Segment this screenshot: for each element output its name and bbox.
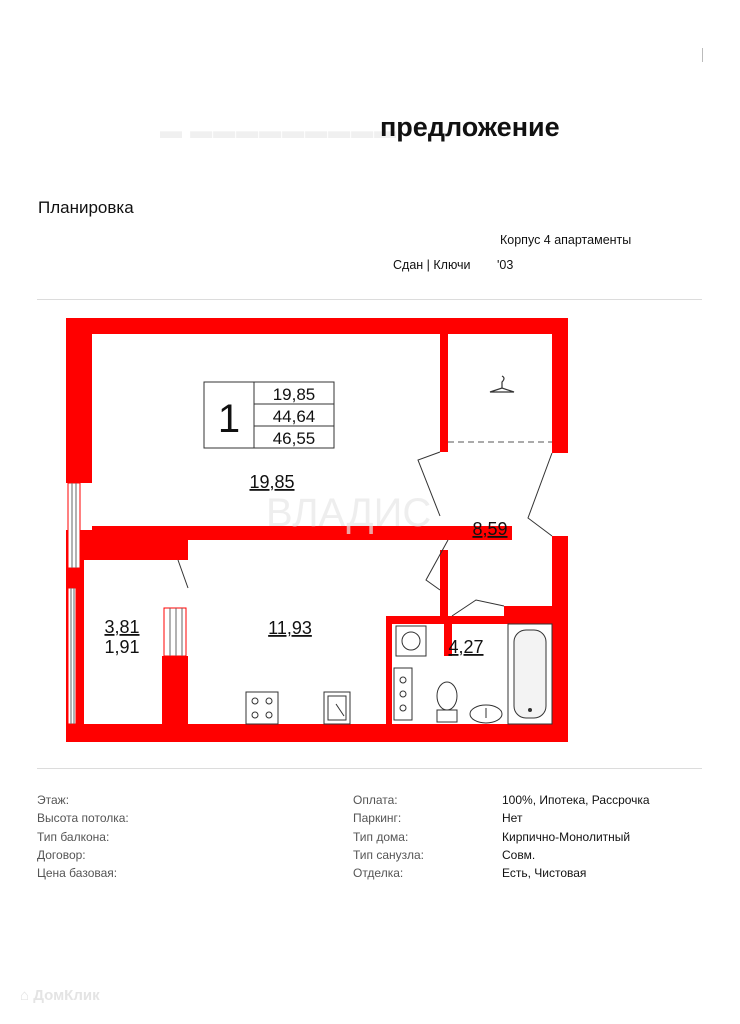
detail-ceiling-label: Высота потолка: <box>37 811 129 825</box>
detail-payment-label: Оплата: <box>353 793 398 807</box>
title-faded-part: ▬ ▬▬▬▬▬▬▬▬▬ <box>160 118 398 143</box>
quarter-label: '03 <box>497 258 514 272</box>
domclick-logo <box>20 987 100 1004</box>
balcony-full-area: 3,81 <box>104 617 140 637</box>
washer-icon <box>396 626 426 656</box>
floor-plan <box>66 318 568 742</box>
summary-total-balcony-area: 46,55 <box>272 429 316 448</box>
status-label: Сдан | Ключи <box>393 258 471 272</box>
detail-parking-label: Паркинг: <box>353 811 402 825</box>
summary-total-area: 44,64 <box>272 407 316 426</box>
balcony-reduced-area: 1,91 <box>104 637 140 657</box>
detail-house-type-value: Кирпично-Монолитный <box>502 830 631 844</box>
home-icon: ⌂ <box>20 987 30 1004</box>
detail-floor-label: Этаж: <box>37 793 70 807</box>
bath-sink-icon <box>470 705 502 723</box>
page-title: предложение <box>380 112 560 142</box>
detail-finishing-value: Есть, Чистовая <box>502 866 587 880</box>
shelf-icon <box>394 668 412 720</box>
summary-living-area: 19,85 <box>272 385 316 404</box>
detail-bathroom-value: Совм. <box>502 848 536 862</box>
detail-payment-value: 100%, Ипотека, Рассрочка <box>502 793 650 807</box>
building-label: Корпус 4 апартаменты <box>500 233 632 247</box>
footer-logo-text: ДомКлик <box>33 987 100 1004</box>
detail-base-price-label: Цена базовая: <box>37 866 118 880</box>
room-bath-area: 4,27 <box>448 637 484 657</box>
bathtub-icon <box>508 624 552 724</box>
detail-parking-value: Нет <box>502 811 523 825</box>
detail-house-type-label: Тип дома: <box>353 830 409 844</box>
top-divider <box>37 299 702 300</box>
rooms-count: 1 <box>217 397 241 441</box>
detail-bathroom-label: Тип санузла: <box>353 848 425 862</box>
room-main-area: 19,85 <box>249 472 295 492</box>
details-divider <box>37 768 702 769</box>
toilet-icon <box>437 682 457 722</box>
plan-watermark: ВЛАДИС <box>266 491 432 535</box>
kitchen-sink-icon <box>324 692 350 724</box>
room-kitchen-area: 11,93 <box>268 618 312 638</box>
hanger-icon <box>490 376 514 392</box>
detail-contract-label: Договор: <box>37 848 86 862</box>
detail-finishing-label: Отделка: <box>353 866 404 880</box>
section-title: Планировка <box>38 198 134 217</box>
detail-balcony-type-label: Тип балкона: <box>37 830 110 844</box>
stove-icon <box>246 692 278 724</box>
corner-mark <box>702 48 703 62</box>
room-hall-area: 8,59 <box>472 519 508 539</box>
